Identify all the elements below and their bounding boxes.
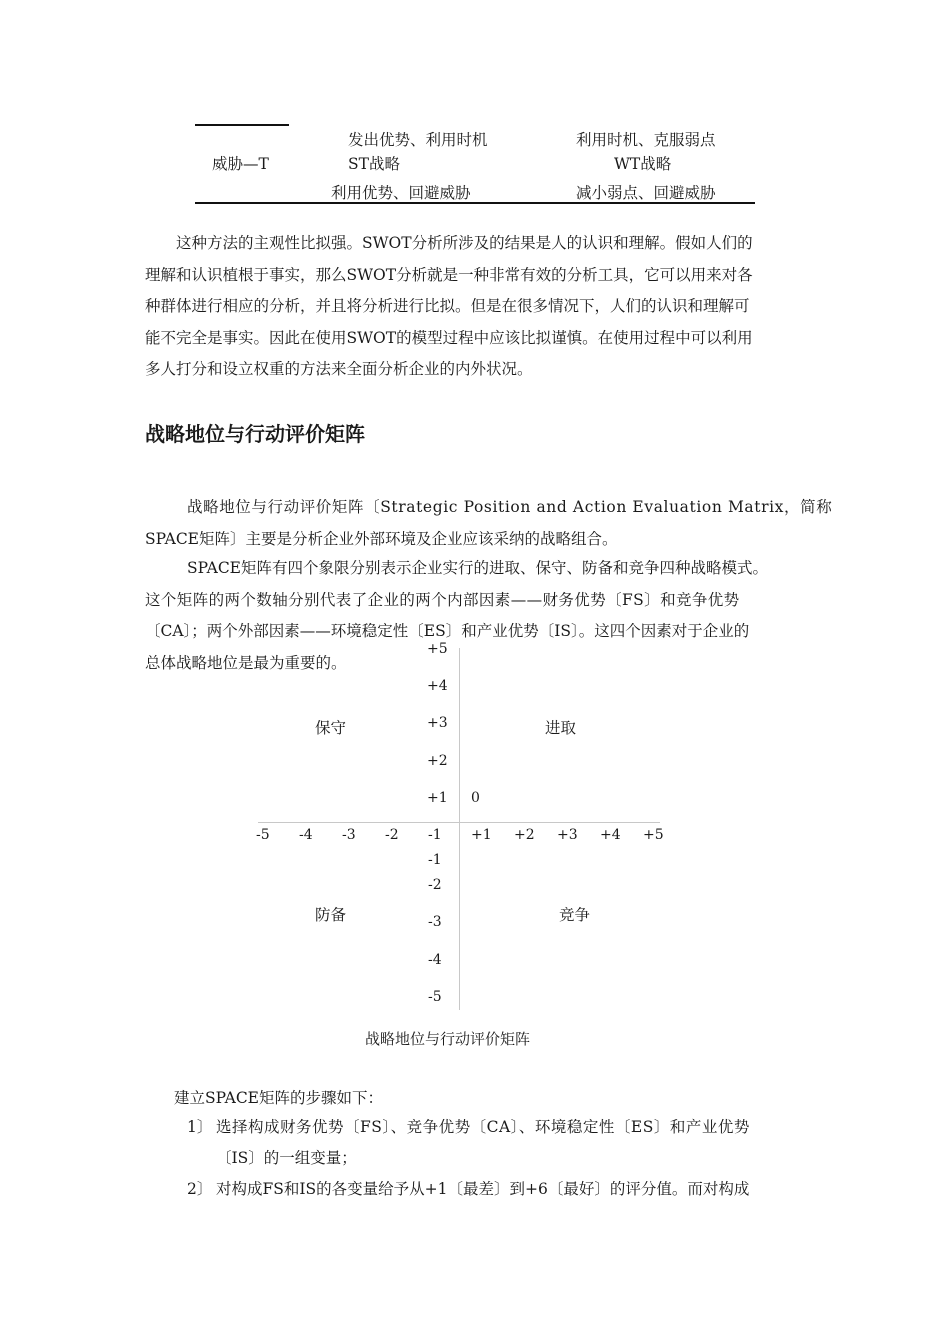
y-tick-label: -5 (428, 989, 442, 1005)
x-tick-label: -4 (299, 827, 313, 843)
origin-label: 0 (471, 790, 480, 806)
wt-strategy-bottom: 减小弱点、回避威胁 (576, 184, 716, 202)
x-tick-label: +5 (643, 827, 664, 843)
x-tick-label: +2 (514, 827, 535, 843)
y-tick-label: -2 (428, 877, 442, 893)
x-tick-label: +1 (471, 827, 492, 843)
paragraph-swot-subjectivity (145, 228, 810, 386)
x-tick-label: -1 (428, 827, 442, 843)
matrix-caption: 战略地位与行动评价矩阵 (365, 1030, 531, 1048)
paragraph-line: 这种方法的主观性比拟强。SWOT分析所涉及的结果是人的认识和理解。假如人们的 (176, 234, 753, 252)
x-tick-label: +4 (600, 827, 621, 843)
list-number: 2〕 (187, 1180, 213, 1198)
st-strategy-bottom: 利用优势、回避威胁 (331, 184, 471, 202)
paragraph-line: SPACE矩阵有四个象限分别表示企业实行的进取、保守、防备和竞争四种战略模式。 (187, 559, 768, 577)
x-tick-label: -2 (385, 827, 399, 843)
quadrant-label-conservative: 保守 (315, 719, 347, 737)
paragraph-space-quadrants (145, 553, 810, 679)
paragraph-line: 战略地位与行动评价矩阵〔Strategic Position and Action Evaluation Matrix，简称 (187, 498, 833, 516)
paragraph-line: 这个矩阵的两个数轴分别代表了企业的两个内部因素——财务优势〔FS〕和竞争优势 (145, 590, 740, 609)
section-title: 战略地位与行动评价矩阵 (145, 422, 365, 446)
x-tick-label: -5 (256, 827, 270, 843)
y-tick-label: +3 (427, 715, 448, 731)
paragraph-space-definition (145, 492, 833, 555)
list-item-continuation: 〔IS〕的一组变量； (216, 1149, 357, 1167)
x-tick-label: +3 (557, 827, 578, 843)
paragraph-line: SPACE矩阵〕主要是分析企业外部环境及企业应该采纳的战略组合。 (145, 529, 618, 548)
list-item (187, 1115, 750, 1137)
paragraph-line: 种群体进行相应的分析，并且将分析进行比拟。但是在很多情况下，人们的认识和理解可 (145, 297, 750, 315)
wt-strategy-top: 利用时机、克服弱点 (576, 131, 716, 149)
y-tick-label: -4 (428, 952, 442, 968)
paragraph-line: 〔CA〕；两个外部因素——环境稳定性〔ES〕和产业优势〔IS〕。这四个因素对于企业的 (145, 622, 750, 640)
table-row-label: 威胁—T (212, 155, 269, 173)
st-strategy-name: ST战略 (348, 155, 400, 173)
horizontal-axis (258, 822, 660, 823)
table-top-left-rule (195, 124, 289, 126)
y-tick-label: +2 (427, 753, 448, 769)
y-tick-label: +5 (427, 641, 448, 657)
y-tick-label: -3 (428, 914, 442, 930)
wt-strategy-name: WT战略 (614, 155, 672, 173)
steps-intro: 建立SPACE矩阵的步骤如下： (174, 1089, 383, 1107)
paragraph-line: 理解和认识植根于事实，那么SWOT分析就是一种非常有效的分析工具，它可以用来对各 (145, 265, 753, 284)
y-tick-label: +4 (427, 678, 448, 694)
y-tick-label: -1 (428, 852, 442, 868)
paragraph-line: 多人打分和设立权重的方法来全面分析企业的内外状况。 (145, 360, 533, 378)
list-number: 1〕 (187, 1118, 213, 1136)
quadrant-label-competitive: 竞争 (559, 906, 591, 924)
list-text: 选择构成财务优势〔FS〕、竞争优势〔CA〕、环境稳定性〔ES〕和产业优势 (216, 1118, 750, 1136)
quadrant-label-defensive: 防备 (315, 906, 347, 924)
list-text: 对构成FS和IS的各变量给予从+1〔最差〕到+6〔最好〕的评分值。而对构成 (216, 1180, 750, 1198)
vertical-axis (459, 648, 460, 1010)
x-tick-label: -3 (342, 827, 356, 843)
st-strategy-top: 发出优势、利用时机 (348, 131, 488, 149)
paragraph-line: 总体战略地位是最为重要的。 (145, 653, 347, 672)
table-bottom-rule (195, 202, 755, 204)
quadrant-label-aggressive: 进取 (545, 719, 577, 737)
y-tick-label: +1 (427, 790, 448, 806)
paragraph-line: 能不完全是事实。因此在使用SWOT的模型过程中应该比拟谨慎。在使用过程中可以利用 (145, 328, 753, 347)
list-item (187, 1177, 749, 1199)
